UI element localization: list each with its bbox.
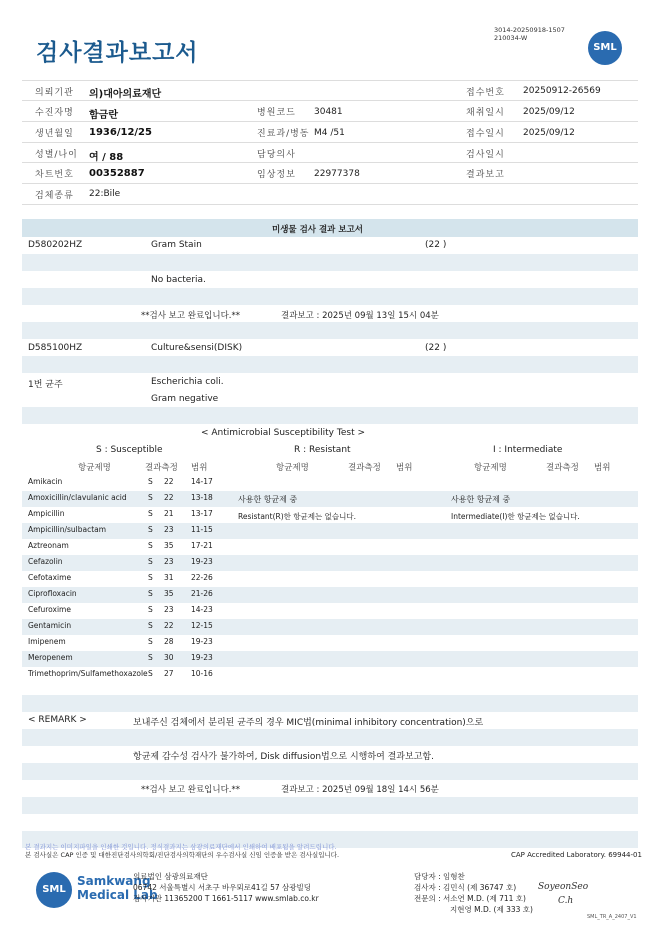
receipt-no-value: 20250912-26569 [523,86,601,96]
ast-drug-name: Ciprofloxacin [28,589,77,598]
dept-label: 진료과/병동 [257,129,310,139]
ast-r-label: R : Resistant [294,445,351,455]
cap-accredited: CAP Accredited Laboratory. 69944-01 [511,851,642,859]
ast-value: 21 [164,509,174,518]
organism-label: 1번 균주 [28,380,63,390]
ast-title: < Antimicrobial Susceptibility Test > [201,428,365,438]
ast-range: 12-15 [191,621,213,630]
test1-name: Gram Stain [151,240,202,250]
footer-notes [25,843,339,859]
ast-sir: S [148,605,153,614]
ast-sir: S [148,573,153,582]
remark-done: **검사 보고 완료입니다.** [141,785,241,795]
ast-range: 19-23 [191,557,213,566]
test-date-label: 검사일시 [466,150,505,160]
ast-sir: S [148,477,153,486]
test1-number: (22 ) [425,240,447,250]
ast-drug-name: Cefuroxime [28,605,71,614]
document-id-line1: 3014-20250918-1507 [494,26,565,34]
test2-code: D585100HZ [28,343,83,353]
requester-label: 의뢰기관 [35,88,74,98]
dept-value: M4 /51 [314,128,345,138]
ast-range: 21-26 [191,589,213,598]
ast-range: 11-15 [191,525,213,534]
organism-gram: Gram negative [151,394,219,404]
clinical-label: 임상정보 [257,170,296,180]
ast-drug-name: Gentamicin [28,621,72,630]
test1-code: D580202HZ [28,240,83,250]
ast-value: 28 [164,637,174,646]
specimen-value: 22:Bile [89,189,121,199]
footer-note-print: 본 결과지는 이미지파일을 인쇄한 것입니다. 정식결과지는 삼광의료재단에서 인쇄하여 배포됨을 알려드립니다. [25,843,337,851]
ast-sir: S [148,525,153,534]
col-result-i: 결과측정 [546,463,579,473]
col-result-s: 결과측정 [145,463,178,473]
receipt-no-label: 접수번호 [466,88,505,98]
col-drug-i: 항균제명 [474,463,507,473]
sex-age-label: 성별/나이 [35,150,78,160]
address-contact: 검사기관 11365200 T 1661-5117 www.smlab.co.kr [133,894,319,903]
ast-value: 22 [164,493,174,502]
intermediate-used: 사용한 항균제 중 [451,495,511,504]
sml-logo-icon: SML [588,31,622,65]
form-code: SML_TR_A_2407_V1 [587,914,637,920]
clinical-value: 22977378 [314,169,360,179]
ast-range: 10-16 [191,669,213,678]
test1-result: No bacteria. [151,275,206,285]
remark-line2: 항균제 감수성 검사가 불가하여, Disk diffusion법으로 시행하여 결과보고함. [133,752,434,762]
chart-no-value: 00352887 [89,168,145,179]
ast-sir: S [148,669,153,678]
staff-tester: 검사자 : 김민식 (제 36747 호) [414,883,517,892]
ast-sir: S [148,541,153,550]
ast-value: 22 [164,621,174,630]
name-label: 수진자명 [35,108,74,118]
collect-date-value: 2025/09/12 [523,107,575,117]
ast-value: 35 [164,541,174,550]
address-org: 의료법인 삼광의료재단 [133,872,208,881]
footer-address [133,871,319,904]
staff-specialist2: 지현영 M.D. (제 333 호) [450,905,533,914]
document-id-line2: 210034-W [494,34,528,42]
ast-drug-name: Ampicillin/sulbactam [28,525,107,534]
result-label: 결과보고 [466,170,505,180]
ast-drug-name: Ampicillin [28,509,65,518]
footer-staff [414,871,533,915]
dob-label: 생년월일 [35,129,74,139]
signature-1: SoyeonSeo [538,882,589,892]
ward-code-value: 30481 [314,107,343,117]
test1-done: **검사 보고 완료입니다.** [141,311,241,321]
col-drug-r: 항균제명 [276,463,309,473]
ast-drug-name: Imipenem [28,637,66,646]
col-range-r: 범위 [396,463,413,473]
ast-drug-name: Cefazolin [28,557,63,566]
remark-label: < REMARK > [28,715,87,725]
test2-number: (22 ) [425,343,447,353]
chart-no-label: 차트번호 [35,170,74,180]
doctor-label: 담당의사 [257,150,296,160]
ast-sir: S [148,589,153,598]
footer-note-cap: 본 검사실은 CAP 인증 및 대한진단검사의학회/진단검사의학재단의 우수검사실 신임 인증을 받은 검사실입니다. [25,851,340,859]
ast-value: 22 [164,477,174,486]
ast-drug-name: Trimethoprim/Sulfamethoxazole [28,669,148,678]
remark-done-time: 결과보고 : 2025년 09월 18일 14시 56분 [281,785,439,795]
footer-brand-line2: Medical Lab [77,888,158,902]
remark-line1: 보내주신 검체에서 분리된 균주의 경우 MIC법(minimal inhibitory concentration)으로 [133,718,484,728]
ast-range: 17-21 [191,541,213,550]
ast-i-label: I : Intermediate [493,445,563,455]
ast-value: 23 [164,525,174,534]
ast-sir: S [148,509,153,518]
test2-name: Culture&sensi(DISK) [151,343,243,353]
name-value: 함금란 [89,110,118,121]
dob-value: 1936/12/25 [89,127,152,138]
ast-range: 19-23 [191,653,213,662]
col-range-s: 범위 [191,463,208,473]
ast-value: 27 [164,669,174,678]
ast-drug-name: Amoxicillin/clavulanic acid [28,493,127,502]
receipt-date-value: 2025/09/12 [523,128,575,138]
resistant-used: 사용한 항균제 중 [238,495,298,504]
ast-sir: S [148,637,153,646]
staff-manager: 담당자 : 임형찬 [414,872,465,881]
sex-age-value: 여 / 88 [89,152,124,163]
ast-value: 23 [164,605,174,614]
ast-value: 23 [164,557,174,566]
col-range-i: 범위 [594,463,611,473]
ward-code-label: 병원코드 [257,108,296,118]
ast-range: 13-17 [191,509,213,518]
page-title: 검사결과보고서 [36,40,199,66]
specimen-label: 검체종류 [35,191,74,201]
ast-value: 30 [164,653,174,662]
footer-sml-logo-icon: SML [36,872,72,908]
ast-range: 19-23 [191,637,213,646]
ast-sir: S [148,493,153,502]
ast-sir: S [148,653,153,662]
receipt-date-label: 접수일시 [466,129,505,139]
intermediate-none: Intermediate(I)한 항균제는 없습니다. [451,512,580,521]
ast-sir: S [148,557,153,566]
address-street: 06742 서울특별시 서초구 바우뫼로41길 57 삼광빌딩 [133,883,312,892]
ast-range: 22-26 [191,573,213,582]
ast-range: 14-17 [191,477,213,486]
requester-value: 의)대아의료재단 [89,89,162,100]
col-result-r: 결과측정 [348,463,381,473]
resistant-none: Resistant(R)한 항균제는 없습니다. [238,512,357,521]
staff-specialist1: 전문의 : 서소연 M.D. (제 711 호) [414,894,526,903]
ast-range: 13-18 [191,493,213,502]
organism-name: Escherichia coli. [151,377,224,387]
ast-value: 31 [164,573,174,582]
section-title: 미생물 검사 결과 보고서 [272,225,363,235]
test1-done-time: 결과보고 : 2025년 09월 13일 15시 04분 [281,311,439,321]
collect-date-label: 채취일시 [466,108,505,118]
footer-brand-line1: Samkwang [77,874,151,888]
ast-drug-name: Meropenem [28,653,73,662]
ast-drug-name: Aztreonam [28,541,69,550]
ast-value: 35 [164,589,174,598]
ast-s-label: S : Susceptible [96,445,163,455]
ast-range: 14-23 [191,605,213,614]
ast-drug-name: Cefotaxime [28,573,72,582]
ast-sir: S [148,621,153,630]
ast-drug-name: Amikacin [28,477,63,486]
signature-2: C.h [558,896,574,906]
document-id [494,26,565,42]
col-drug-s: 항균제명 [78,463,111,473]
